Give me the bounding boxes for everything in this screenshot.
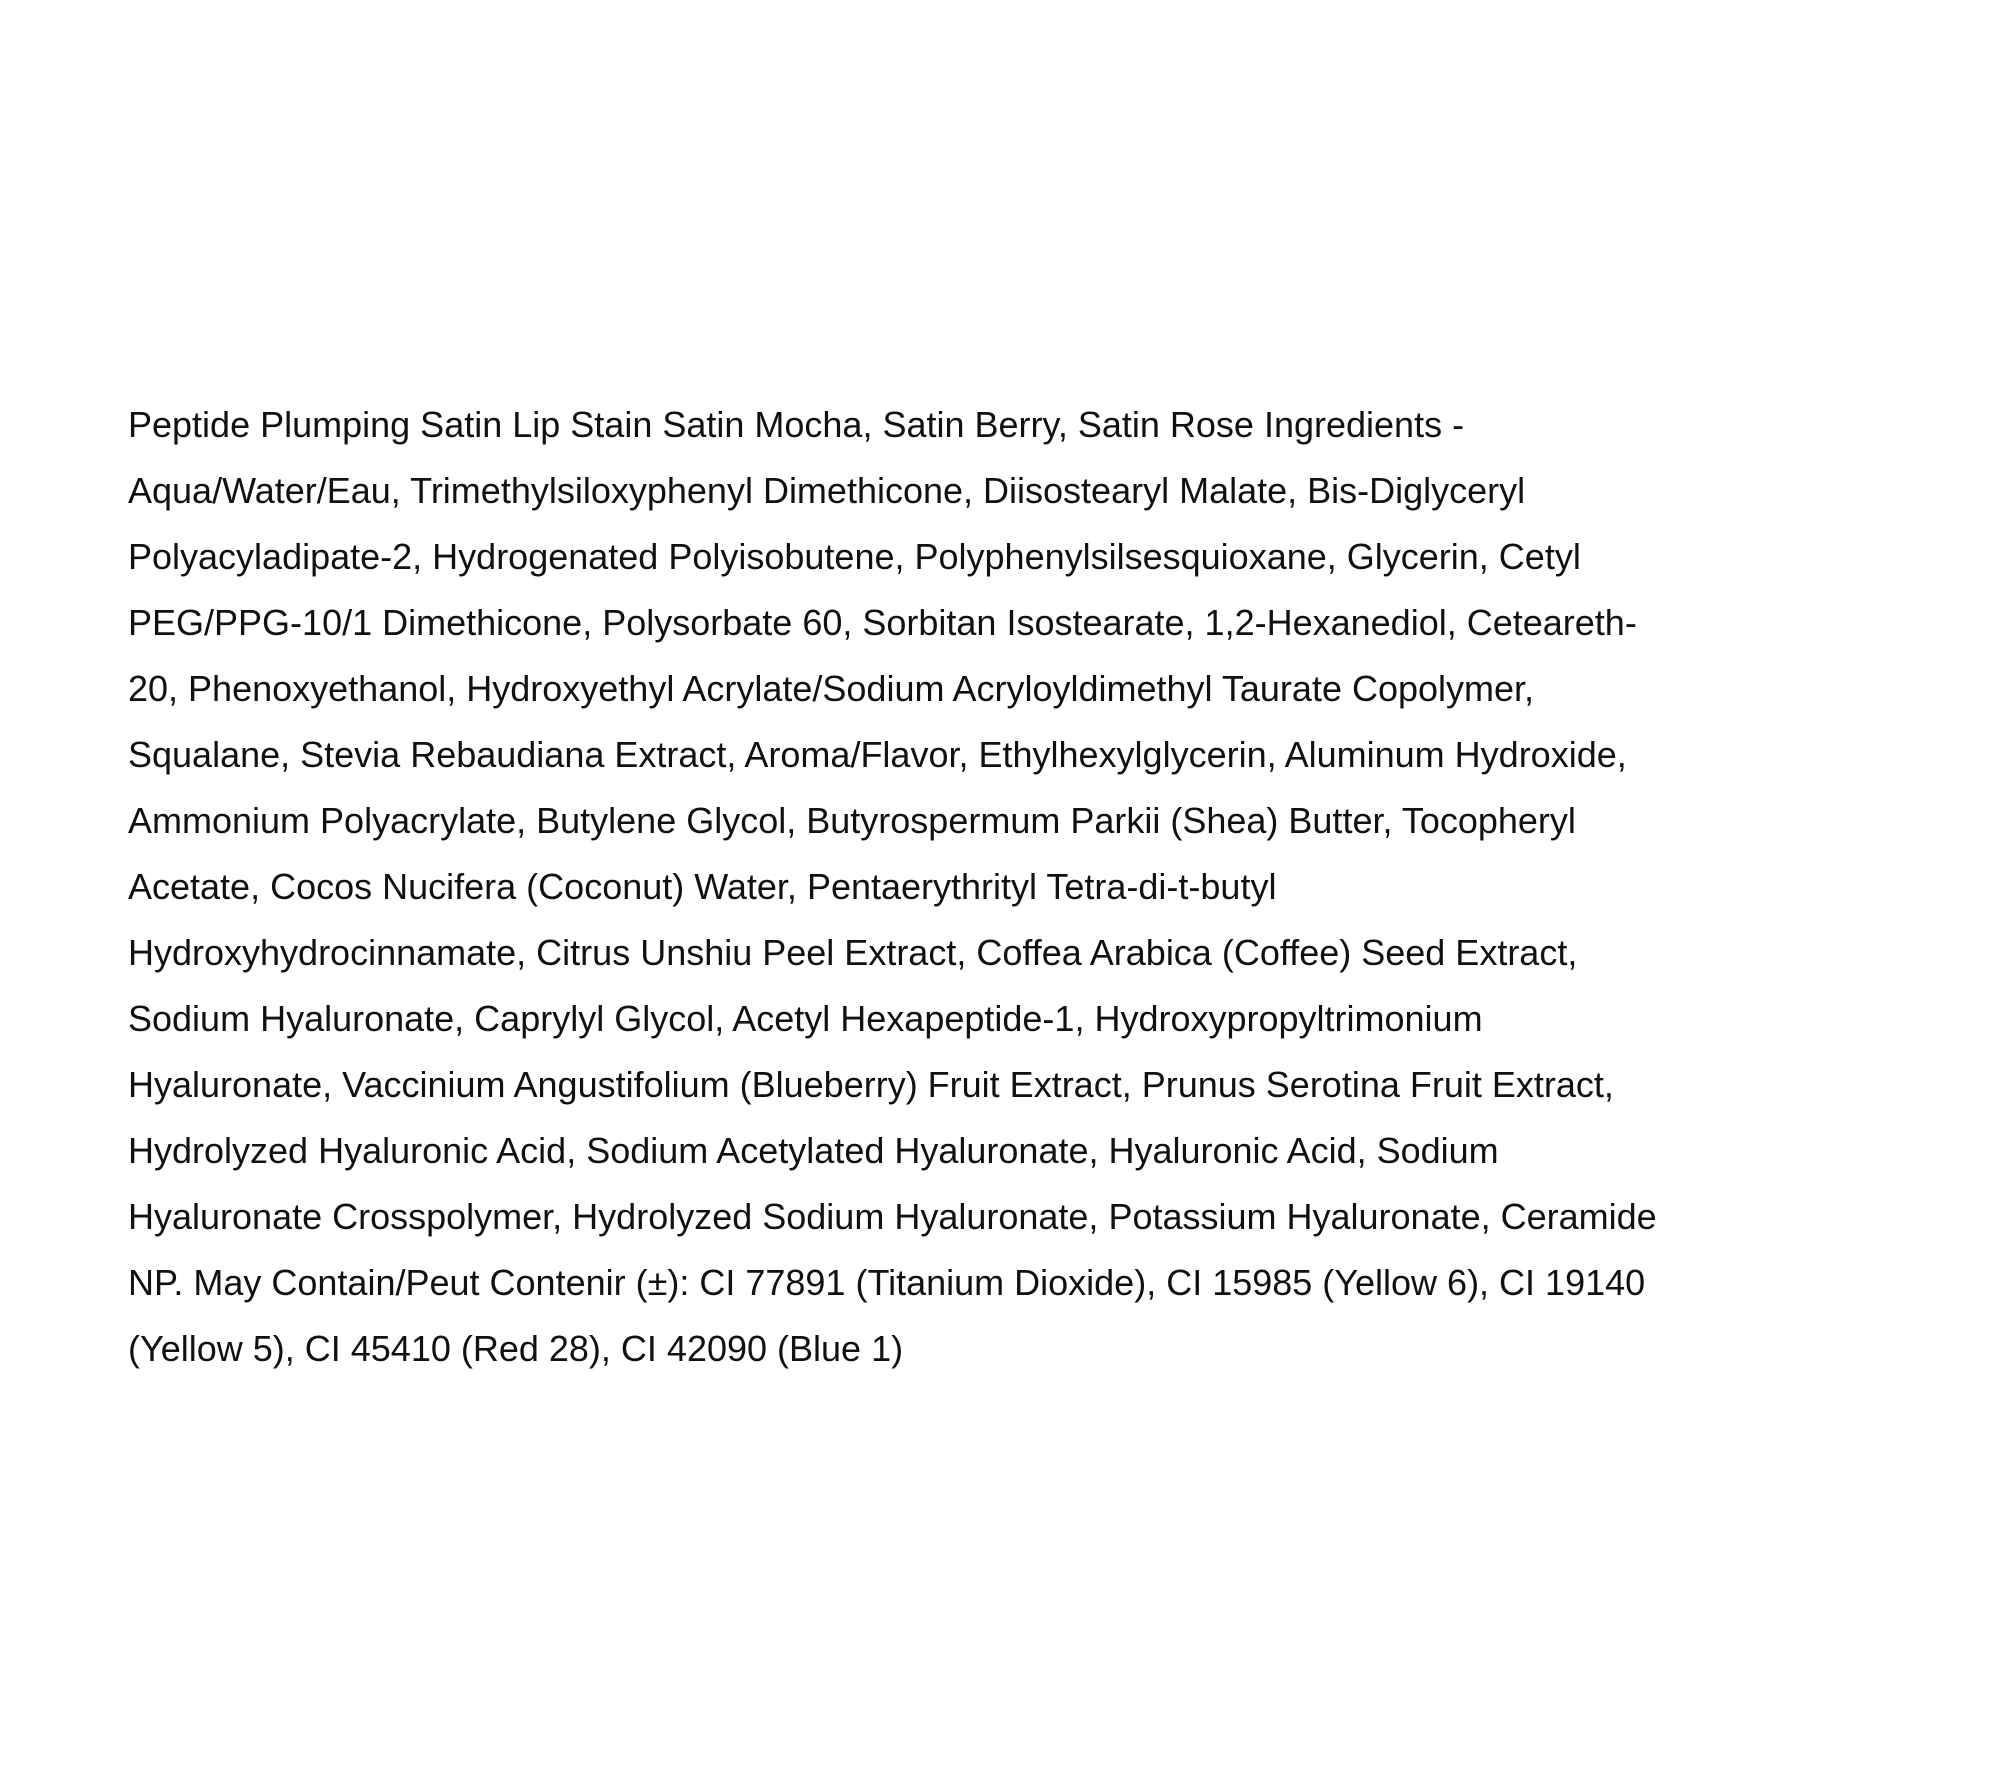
ingredients-line-8: Acetate, Cocos Nucifera (Coconut) Water, Pentaerythrityl Tetra-di-t-butyl bbox=[128, 866, 1277, 907]
ingredients-line-3: Polyacyladipate-2, Hydrogenated Polyisobutene, Polyphenylsilsesquioxane, Glycerin, Cetyl bbox=[128, 536, 1581, 577]
ingredients-line-5: 20, Phenoxyethanol, Hydroxyethyl Acrylate/Sodium Acryloyldimethyl Taurate Copolymer, bbox=[128, 668, 1535, 709]
ingredients-line-14: NP. May Contain/Peut Contenir (±): CI 77891 (Titanium Dioxide), CI 15985 (Yellow 6), CI 19140 bbox=[128, 1262, 1646, 1303]
ingredients-line-10: Sodium Hyaluronate, Caprylyl Glycol, Acetyl Hexapeptide-1, Hydroxypropyltrimonium bbox=[128, 998, 1483, 1039]
ingredients-line-12: Hydrolyzed Hyaluronic Acid, Sodium Acetylated Hyaluronate, Hyaluronic Acid, Sodium bbox=[128, 1130, 1499, 1171]
ingredients-line-2: Aqua/Water/Eau, Trimethylsiloxyphenyl Dimethicone, Diisostearyl Malate, Bis-Diglyceryl bbox=[128, 470, 1526, 511]
ingredients-line-4: PEG/PPG-10/1 Dimethicone, Polysorbate 60, Sorbitan Isostearate, 1,2-Hexanediol, Ceteareth- bbox=[128, 602, 1637, 643]
ingredients-line-11: Hyaluronate, Vaccinium Angustifolium (Blueberry) Fruit Extract, Prunus Serotina Fruit Extract, bbox=[128, 1064, 1614, 1105]
ingredients-line-6: Squalane, Stevia Rebaudiana Extract, Aroma/Flavor, Ethylhexylglycerin, Aluminum Hydroxide, bbox=[128, 734, 1627, 775]
ingredients-line-1: Peptide Plumping Satin Lip Stain Satin Mocha, Satin Berry, Satin Rose Ingredients - bbox=[128, 404, 1465, 445]
ingredients-line-15: (Yellow 5), CI 45410 (Red 28), CI 42090 (Blue 1) bbox=[128, 1328, 904, 1369]
ingredients-line-13: Hyaluronate Crosspolymer, Hydrolyzed Sodium Hyaluronate, Potassium Hyaluronate, Ceramide bbox=[128, 1196, 1657, 1237]
ingredients-line-9: Hydroxyhydrocinnamate, Citrus Unshiu Peel Extract, Coffea Arabica (Coffee) Seed Extract, bbox=[128, 932, 1578, 973]
ingredients-paragraph bbox=[128, 392, 1928, 1382]
ingredients-line-7: Ammonium Polyacrylate, Butylene Glycol, Butyrospermum Parkii (Shea) Butter, Tocopheryl bbox=[128, 800, 1576, 841]
